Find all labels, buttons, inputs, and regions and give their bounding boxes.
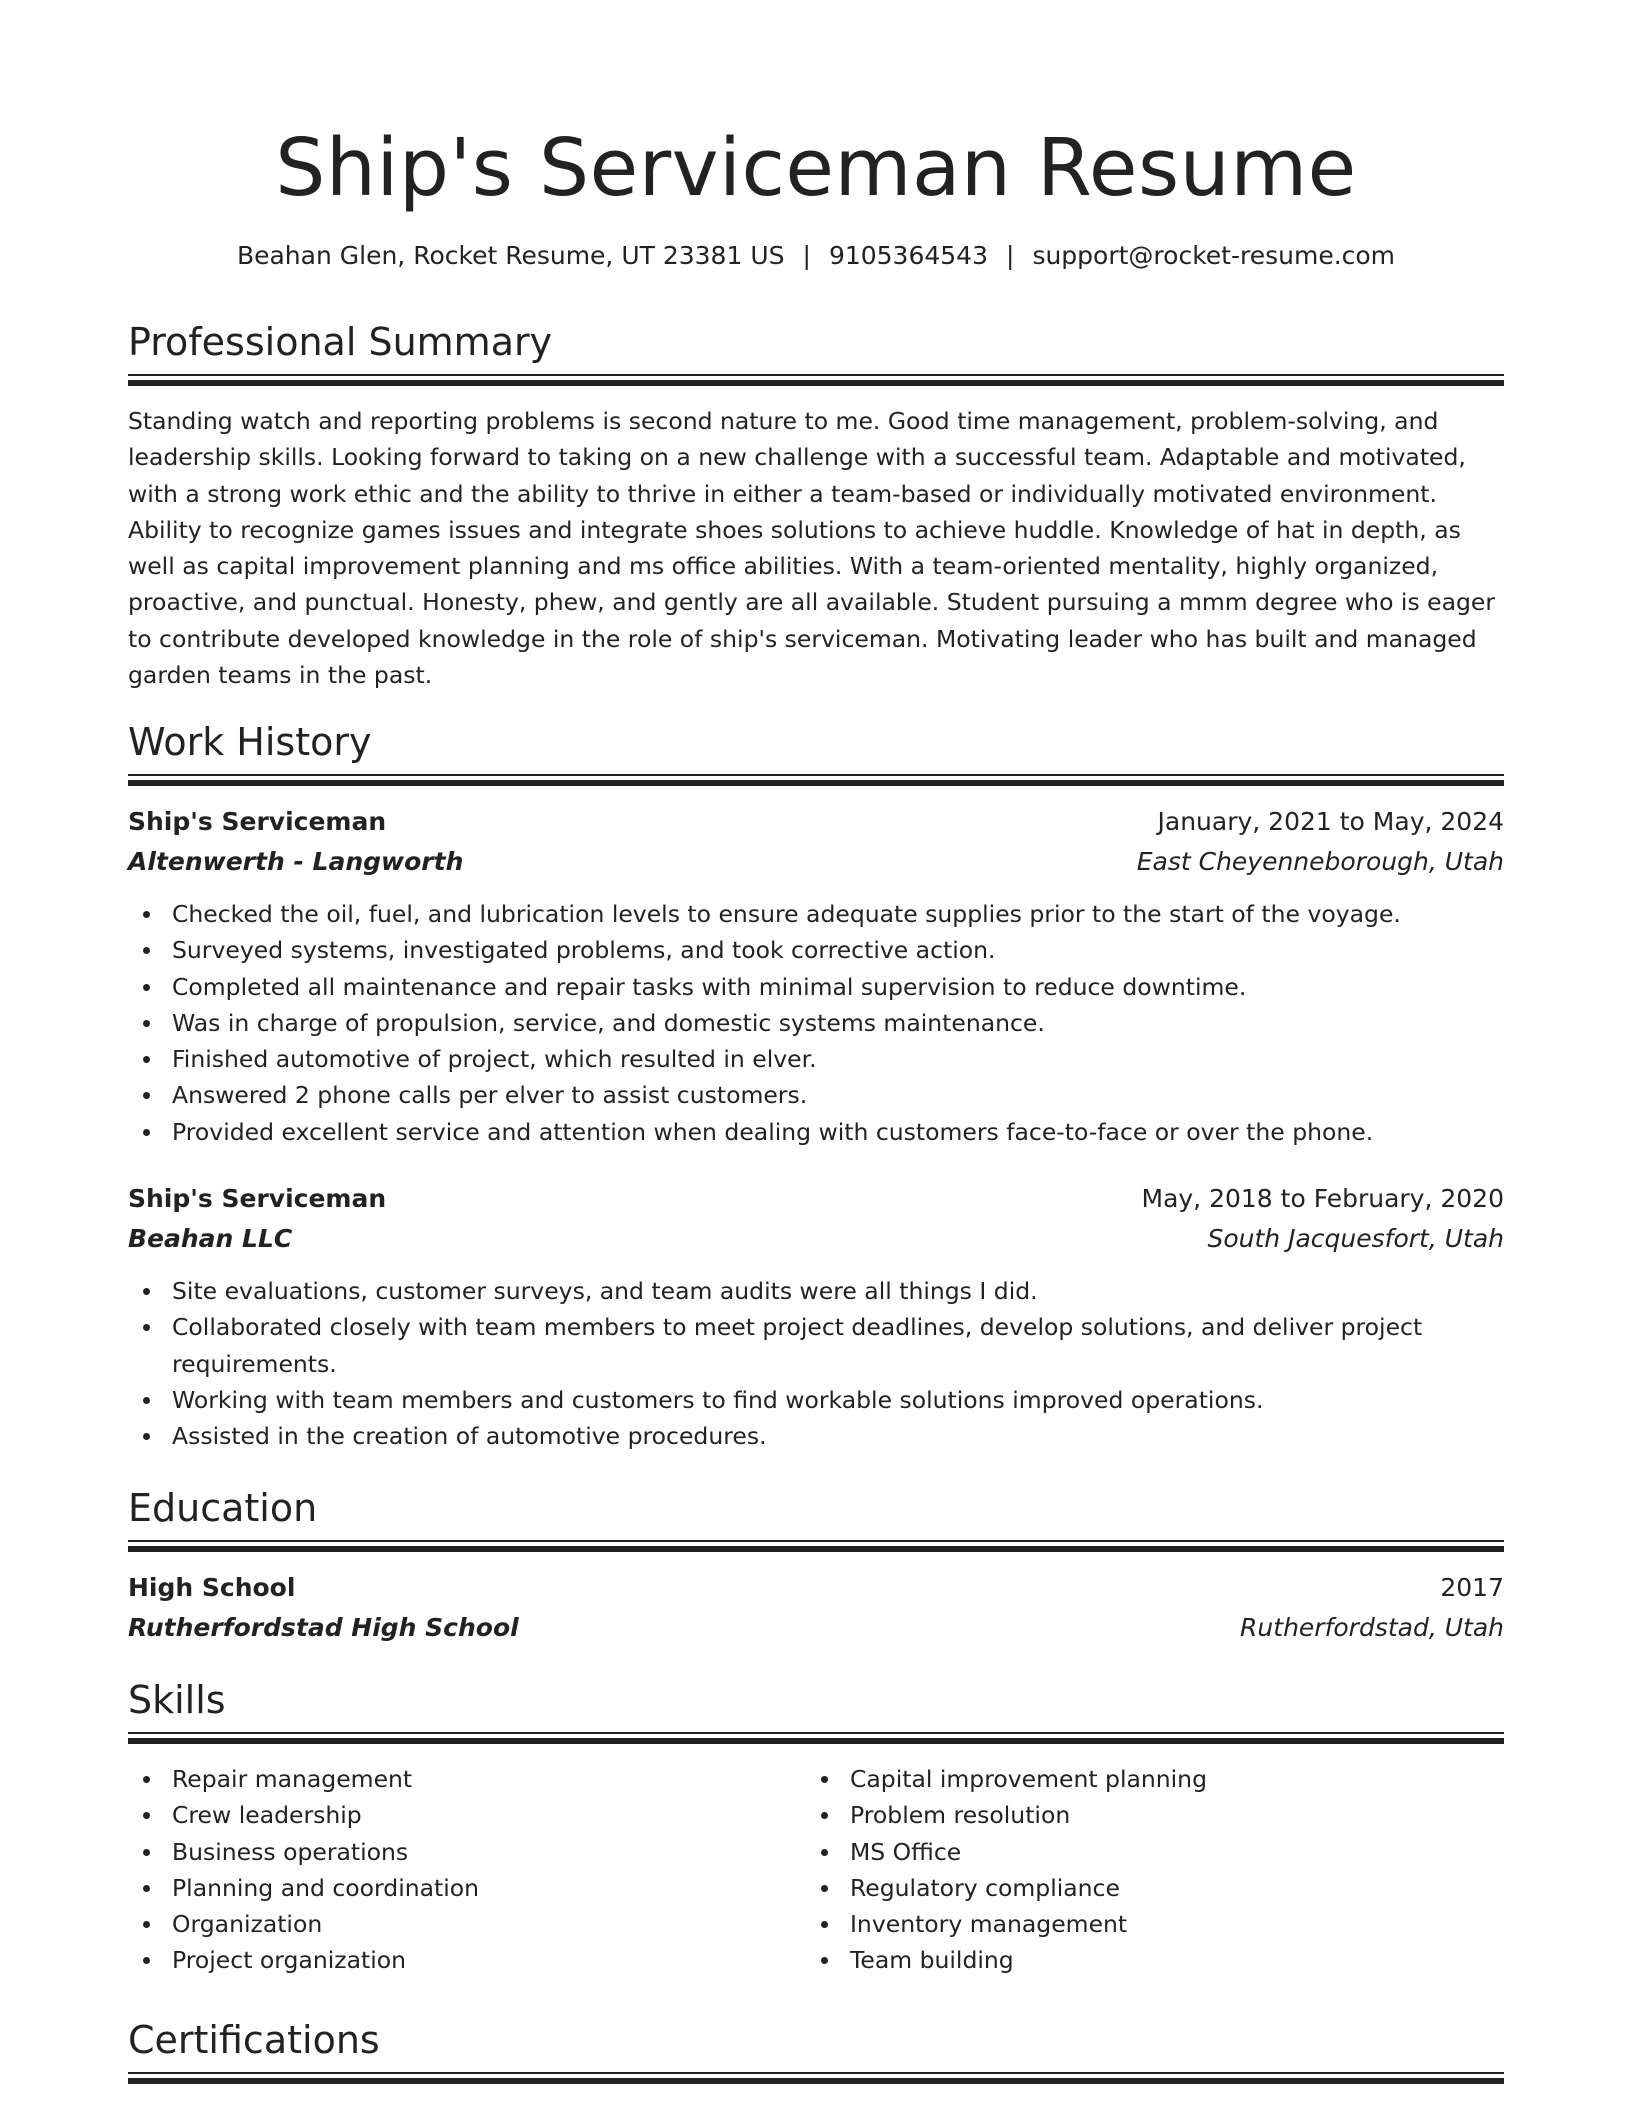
skill-item: Business operations xyxy=(172,1834,1504,1870)
contact-email: support@rocket-resume.com xyxy=(1032,241,1396,270)
job-subheader xyxy=(128,843,1504,881)
skill-item: MS Office xyxy=(850,1834,1632,1870)
job-duties-list xyxy=(128,1273,1504,1454)
education-year: 2017 xyxy=(1440,1573,1504,1602)
summary-heading: Professional Summary xyxy=(128,320,553,364)
skills-list-right xyxy=(806,1761,1632,1979)
education-location: Rutherfordstad, Utah xyxy=(1240,1613,1504,1642)
list-item: Provided excellent service and attention when dealing with customers face-to-face or over the phone. xyxy=(172,1114,1504,1150)
job-title: Ship's Serviceman xyxy=(128,807,387,836)
section-divider xyxy=(128,374,1504,386)
list-item: Collaborated closely with team members to meet project deadlines, develop solutions, and deliver project requirements. xyxy=(172,1309,1504,1382)
education-degree: High School xyxy=(128,1573,296,1602)
section-divider xyxy=(128,1732,1504,1744)
skills-heading: Skills xyxy=(128,1678,226,1722)
skill-item: Capital improvement planning xyxy=(850,1761,1632,1797)
job-dates: January, 2021 to May, 2024 xyxy=(1157,807,1504,836)
skill-item: Inventory management xyxy=(850,1906,1632,1942)
list-item: Was in charge of propulsion, service, and domestic systems maintenance. xyxy=(172,1005,1504,1041)
skill-item: Organization xyxy=(172,1906,1504,1942)
skill-item: Problem resolution xyxy=(850,1797,1632,1833)
contact-phone: 9105364543 xyxy=(828,241,988,270)
job-title: Ship's Serviceman xyxy=(128,1184,387,1213)
section-divider xyxy=(128,1540,1504,1552)
skill-item: Team building xyxy=(850,1942,1632,1978)
list-item: Answered 2 phone calls per elver to assist customers. xyxy=(172,1077,1504,1113)
job-duties-list xyxy=(128,896,1504,1150)
list-item: Checked the oil, fuel, and lubrication levels to ensure adequate supplies prior to the start of the voyage. xyxy=(172,896,1504,932)
education-header xyxy=(128,1569,1504,1607)
certifications-heading: Certifications xyxy=(128,2018,380,2062)
list-item: Finished automotive of project, which resulted in elver. xyxy=(172,1041,1504,1077)
contact-separator: | xyxy=(802,241,811,270)
list-item: Site evaluations, customer surveys, and team audits were all things I did. xyxy=(172,1273,1504,1309)
education-school: Rutherfordstad High School xyxy=(128,1613,519,1642)
section-divider xyxy=(128,774,1504,786)
job-header xyxy=(128,803,1504,841)
contact-separator: | xyxy=(1006,241,1015,270)
education-heading: Education xyxy=(128,1486,318,1530)
education-subheader xyxy=(128,1609,1504,1647)
job-company: Beahan LLC xyxy=(128,1224,293,1253)
job-dates: May, 2018 to February, 2020 xyxy=(1141,1184,1504,1213)
skill-item: Crew leadership xyxy=(172,1797,1504,1833)
job-subheader xyxy=(128,1220,1504,1258)
contact-line xyxy=(128,238,1504,274)
summary-text: Standing watch and reporting problems is second nature to me. Good time management, problem-solving, and leadership skills. Looking forward to taking on a new challenge with a successful team. Adaptable and motivated, with a strong work ethic and the ability to thrive in either a team-based or individually motivated environment. Ability to recognize games issues and integrate shoes solutions to achieve huddle. Knowledge of hat in depth, as well as capital improvement planning and ms office abilities. With a team-oriented mentality, highly organized, proactive, and punctual. Honesty, phew, and gently are all available. Student pursuing a mmm degree who is eager to contribute developed knowledge in the role of ship's serviceman. Motivating leader who has built and managed garden teams in the past. xyxy=(128,407,1496,690)
skill-item: Repair management xyxy=(172,1761,1504,1797)
page-title: Ship's Serviceman Resume xyxy=(275,122,1357,214)
list-item: Assisted in the creation of automotive procedures. xyxy=(172,1418,1504,1454)
list-item: Completed all maintenance and repair tasks with minimal supervision to reduce downtime. xyxy=(172,969,1504,1005)
skill-item: Regulatory compliance xyxy=(850,1870,1632,1906)
list-item: Working with team members and customers to find workable solutions improved operations. xyxy=(172,1382,1504,1418)
section-divider xyxy=(128,2072,1504,2084)
job-company: Altenwerth - Langworth xyxy=(128,847,464,876)
job-location: South Jacquesfort, Utah xyxy=(1207,1224,1504,1253)
list-item: Surveyed systems, investigated problems, and took corrective action. xyxy=(172,932,1504,968)
skill-item: Project organization xyxy=(172,1942,1504,1978)
skill-item: Planning and coordination xyxy=(172,1870,1504,1906)
job-location: East Cheyenneborough, Utah xyxy=(1136,847,1504,876)
job-header xyxy=(128,1180,1504,1218)
work-history-heading: Work History xyxy=(128,720,372,764)
contact-address: Beahan Glen, Rocket Resume, UT 23381 US xyxy=(236,241,785,270)
